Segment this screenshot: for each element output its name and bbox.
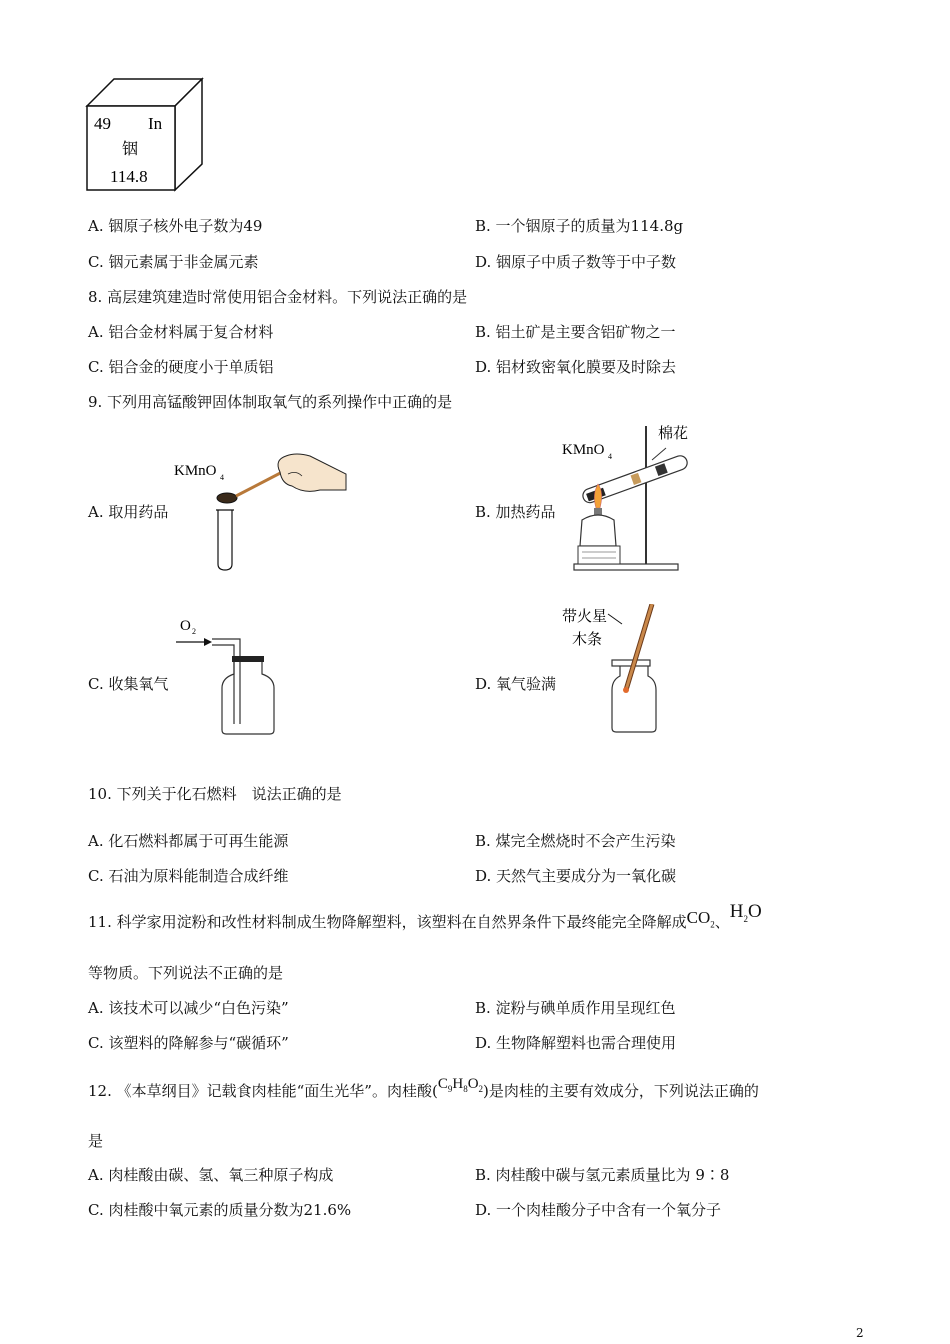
q12-option-c: C. 肉桂酸中氧元素的质量分数为21.6% (88, 1201, 352, 1219)
q12-stem-post: )是肉桂的主要有效成分，下列说法正确的 (483, 1082, 759, 1100)
q7-option-c: C. 铟元素属于非金属元素 (88, 253, 259, 271)
q12-stem-line2: 是 (88, 1132, 104, 1150)
q10-option-d: D. 天然气主要成分为一氧化碳 (475, 867, 677, 885)
q11-option-d: D. 生物降解塑料也需合理使用 (475, 1034, 677, 1052)
cinnamic-acid-formula: $C_9H_8O_2$ (437, 1076, 484, 1094)
q10-stem: 10. 下列关于化石燃料 说法正确的是 (88, 785, 342, 803)
q10-option-b: B. 煤完全燃烧时不会产生污染 (475, 832, 676, 850)
element-number: 49 (94, 114, 111, 133)
q11-stem-line1 (88, 901, 762, 939)
q9-option-d: D. 氧气验满 (475, 675, 557, 693)
take-reagent-figure (170, 446, 350, 574)
q10-option-a: A. 化石燃料都属于可再生能源 (88, 832, 289, 850)
svg-text:4: 4 (220, 473, 224, 482)
svg-text:带火星: 带火星 (562, 607, 608, 625)
q11-option-c: C. 该塑料的降解参与“碳循环” (88, 1034, 289, 1052)
q9-option-b: B. 加热药品 (475, 503, 556, 521)
q11-option-a: A. 该技术可以减少“白色污染” (88, 999, 289, 1017)
q12-option-d: D. 一个肉桂酸分子中含有一个氧分子 (475, 1201, 722, 1219)
q7-option-d: D. 铟原子中质子数等于中子数 (475, 253, 677, 271)
element-name: 铟 (122, 139, 139, 158)
q9-option-c: C. 收集氧气 (88, 675, 169, 693)
q12-option-b: B. 肉桂酸中碳与氢元素质量比为 9∶8 (475, 1166, 730, 1184)
q12-option-a: A. 肉桂酸由碳、氢、氧三种原子构成 (88, 1166, 334, 1184)
q11-stem-line2: 等物质。下列说法不正确的是 (88, 964, 284, 982)
element-symbol: In (148, 114, 163, 133)
q7-option-b: B. 一个铟原子的质量为114.8g (475, 217, 684, 235)
svg-text:O: O (180, 618, 191, 634)
collect-oxygen-figure (176, 612, 276, 740)
svg-text:4: 4 (608, 452, 612, 461)
q7-option-a: A. 铟原子核外电子数为49 (88, 217, 263, 235)
svg-text:棉花: 棉花 (658, 424, 689, 442)
q12-stem-pre: 12. 《本草纲目》记载食肉桂能“面生光华”。肉桂酸( (88, 1082, 438, 1100)
q10-option-c: C. 石油为原料能制造合成纤维 (88, 867, 289, 885)
q8-option-c: C. 铝合金的硬度小于单质铝 (88, 358, 274, 376)
q11-stem-text: 11. 科学家用淀粉和改性材料制成生物降解塑料，该塑料在自然界条件下最终能完全降解成 (88, 913, 687, 931)
q9-option-a: A. 取用药品 (88, 503, 169, 521)
q8-option-a: A. 铝合金材料属于复合材料 (88, 323, 274, 341)
q8-option-b: B. 铝土矿是主要含铝矿物之一 (475, 323, 676, 341)
page-number: 2 (856, 1326, 864, 1340)
q8-option-d: D. 铝材致密氧化膜要及时除去 (475, 358, 677, 376)
q12-stem-line1 (88, 1076, 759, 1107)
svg-text:KMnO: KMnO (174, 463, 217, 479)
heating-setup-figure (560, 420, 700, 576)
co2-formula: $CO_2$ (686, 908, 715, 930)
oxygen-full-test-figure (560, 604, 670, 738)
h2o-formula: $H_2O$ (729, 901, 762, 924)
q8-stem: 8. 高层建筑建造时常使用铝合金材料。下列说法正确的是 (88, 288, 468, 306)
element-mass: 114.8 (110, 167, 148, 186)
svg-text:KMnO: KMnO (562, 442, 605, 458)
q9-stem: 9. 下列用高锰酸钾固体制取氧气的系列操作中正确的是 (88, 393, 453, 411)
q11-separator: 、 (714, 913, 730, 931)
svg-text:木条: 木条 (572, 630, 603, 648)
indium-element-card (84, 76, 208, 194)
q11-option-b: B. 淀粉与碘单质作用呈现红色 (475, 999, 676, 1017)
svg-text:2: 2 (192, 627, 196, 636)
